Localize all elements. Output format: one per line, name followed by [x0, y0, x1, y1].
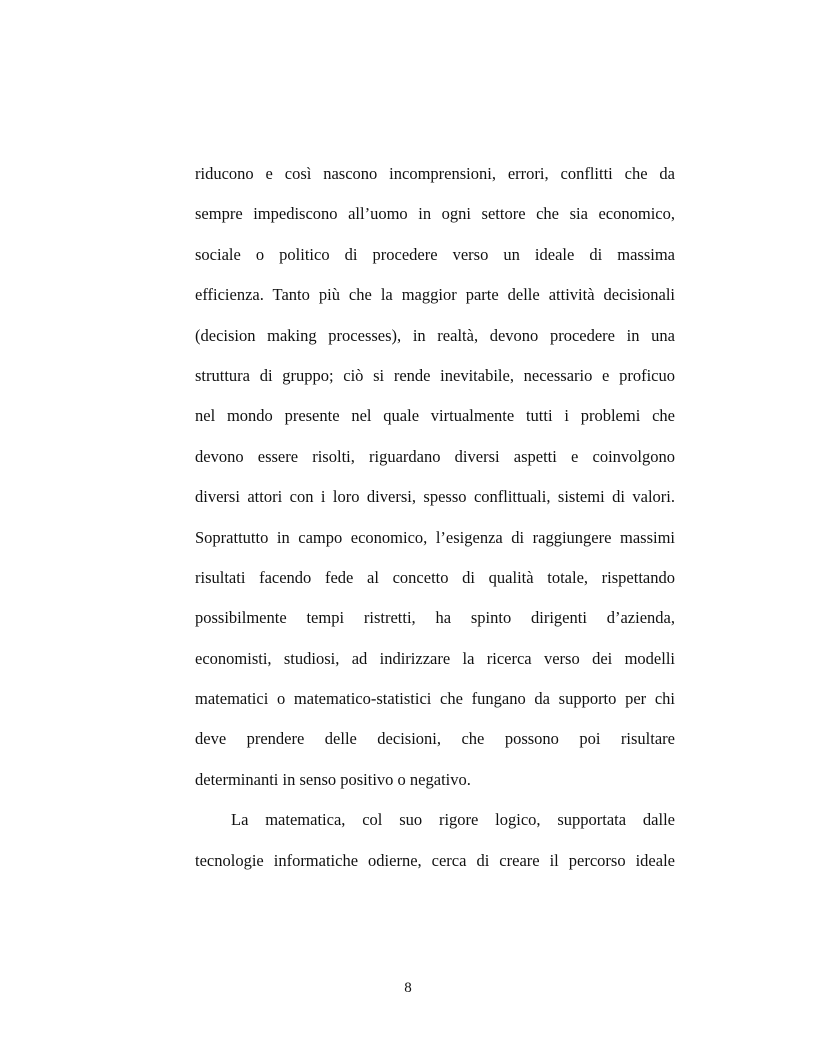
text-line: devono essere risolti, riguardano diversi aspetti e coinvolgono — [195, 446, 675, 466]
text-line: riducono e così nascono incomprensioni, errori, conflitti che da — [195, 164, 675, 183]
page-number: 8 — [404, 980, 412, 996]
text-line: deve prendere delle decisioni, che possono poi risultare — [195, 729, 675, 749]
text-line: nel mondo presente nel quale virtualmente tutti i problemi che — [195, 406, 675, 426]
text-line: sociale o politico di procedere verso un ideale di massima — [195, 244, 675, 264]
text-line: tecnologie informatiche odierne, cerca di creare il percorso ideale — [195, 850, 675, 870]
text-line: sempre impediscono all’uomo in ogni settore che sia economico, — [195, 204, 675, 224]
text-line: diversi attori con i loro diversi, spesso conflittuali, sistemi di valori. — [195, 487, 675, 507]
text-line: La matematica, col suo rigore logico, supportata dalle — [231, 810, 675, 830]
text-line: possibilmente tempi ristretti, ha spinto dirigenti d’azienda, — [195, 608, 675, 628]
text-line: matematici o matematico-statistici che fungano da supporto per chi — [195, 689, 675, 709]
text-line: risultati facendo fede al concetto di qualità totale, rispettando — [195, 567, 675, 587]
text-line: economisti, studiosi, ad indirizzare la ricerca verso dei modelli — [195, 648, 675, 668]
text-line: struttura di gruppo; ciò si rende inevitabile, necessario e proficuo — [195, 365, 675, 385]
text-line: (decision making processes), in realtà, devono procedere in una — [195, 325, 675, 345]
text-line: determinanti in senso positivo o negativo. — [195, 769, 471, 789]
text-line: efficienza. Tanto più che la maggior parte delle attività decisionali — [195, 285, 675, 305]
text-line: Soprattutto in campo economico, l’esigenza di raggiungere massimi — [195, 527, 675, 547]
paragraph — [195, 806, 675, 887]
body-text — [195, 160, 675, 887]
paragraph — [195, 160, 675, 806]
